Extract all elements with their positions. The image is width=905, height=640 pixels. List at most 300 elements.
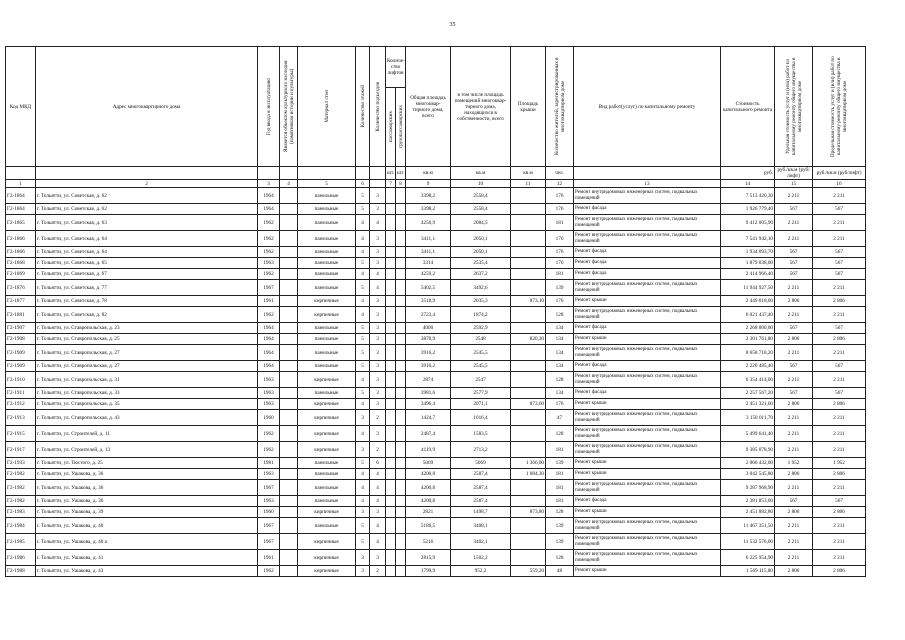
cell-cost: 1 934 093,70 (721, 247, 775, 258)
table-row (6, 258, 866, 269)
cell-mat: кирпичные (298, 442, 356, 458)
cell-addr: г. Тольятти, ул. Советская, д. 62 (36, 204, 258, 215)
cell-res: 134 (546, 388, 574, 399)
cell-ta: 4200,8 (406, 469, 451, 480)
cell-fl: 4 (356, 480, 370, 496)
cell-work: Ремонт крыши (574, 566, 721, 577)
cell-mat: панельные (298, 269, 356, 280)
cell-roof: 820,30 (511, 334, 546, 345)
cell-empty (386, 458, 396, 469)
cell-code: Г2-1881 (6, 307, 36, 323)
cell-code: Г2-1864 (6, 188, 36, 204)
cell-work: Ремонт крыши (574, 458, 721, 469)
cell-ent: 3 (370, 399, 386, 410)
cell-code: Г2-1982 (6, 496, 36, 507)
cell-mat: кирпичные (298, 534, 356, 550)
cell-addr: г. Тольятти, ул. Ушакова, д. 36 (36, 480, 258, 496)
cell-ra: 2050,1 (451, 247, 511, 258)
cell-ta: 3518,9 (406, 296, 451, 307)
cell-ent: 3 (370, 372, 386, 388)
cell-empty (396, 550, 406, 566)
cell-code: Г2-1907 (6, 323, 36, 334)
cell-ra: 2050,1 (451, 231, 511, 247)
cell-code: Г2-1866 (6, 247, 36, 258)
cell-mc: 567 (813, 269, 866, 280)
cell-mat: кирпичные (298, 296, 356, 307)
cell-empty (280, 307, 298, 323)
cell-empty (386, 550, 396, 566)
cell-empty (386, 334, 396, 345)
cell-mat: кирпичные (298, 307, 356, 323)
cell-ta: 3916,2 (406, 361, 451, 372)
cell-ent: 3 (370, 258, 386, 269)
cell-res: 128 (546, 426, 574, 442)
table-row (6, 442, 866, 458)
cell-year: 1963 (258, 399, 280, 410)
cell-cost: 6 021 437,40 (721, 307, 775, 323)
cell-roof (511, 442, 546, 458)
cell-addr: г. Тольятти, ул. Строителей, д. 13 (36, 442, 258, 458)
cell-work: Ремонт внутридомовых инженерных систем, подвальных помещений (574, 426, 721, 442)
cell-work: Ремонт фасада (574, 496, 721, 507)
cell-code: Г2-1910 (6, 372, 36, 388)
cell-ent: 6 (370, 458, 386, 469)
cell-uc: 2 211 (775, 188, 813, 204)
header-wall-material: Материал стен (298, 47, 356, 167)
cell-code: Г2-1915 (6, 426, 36, 442)
cell-ta: 5186,5 (406, 518, 451, 534)
cell-mc: 2 806 (813, 469, 866, 480)
cell-empty (396, 518, 406, 534)
cell-code: Г2-1864 (6, 204, 36, 215)
cell-year: 1962 (258, 269, 280, 280)
cell-addr: г. Тольятти, ул. Советская, д. 62 (36, 188, 258, 204)
cell-mat: кирпичные (298, 507, 356, 518)
cell-empty (396, 534, 406, 550)
cell-ta: 4000 (406, 323, 451, 334)
cell-code: Г2-1917 (6, 442, 36, 458)
cell-res: 176 (546, 399, 574, 410)
cell-code: Г2-1868 (6, 258, 36, 269)
cell-ra: 2084,5 (451, 215, 511, 231)
cell-cost: 2 301 761,80 (721, 334, 775, 345)
cell-fl: 4 (356, 496, 370, 507)
cell-year: 1964 (258, 361, 280, 372)
cell-roof (511, 372, 546, 388)
cell-empty (280, 399, 298, 410)
cell-year: 1967 (258, 480, 280, 496)
cell-addr: г. Тольятти, ул. Советская, д. 64 (36, 247, 258, 258)
cell-code: Г2-1908 (6, 334, 36, 345)
cell-empty (396, 469, 406, 480)
cell-ent: 3 (370, 361, 386, 372)
cell-ra: 2592,9 (451, 323, 511, 334)
table-row (6, 534, 866, 550)
cell-ent: 3 (370, 334, 386, 345)
cell-cost: 5 499 641,40 (721, 426, 775, 442)
cell-cost: 11 467 351,50 (721, 518, 775, 534)
header-heritage: Является объектом культурного наследия (памятником истории и культуры) (280, 47, 298, 167)
cell-roof (511, 215, 546, 231)
cell-empty (386, 231, 396, 247)
cell-cost: 9 287 968,90 (721, 480, 775, 496)
cell-empty (280, 247, 298, 258)
cell-work: Ремонт фасада (574, 247, 721, 258)
cell-empty (386, 204, 396, 215)
cell-uc: 567 (775, 247, 813, 258)
cell-addr: г. Тольятти, ул. Ставропольская, д. 27 (36, 345, 258, 361)
cell-cost: 3 150 011,70 (721, 410, 775, 426)
cell-fl: 3 (356, 507, 370, 518)
cell-uc: 2 211 (775, 345, 813, 361)
cell-res: 48 (546, 566, 574, 577)
cell-code: Г2-1865 (6, 215, 36, 231)
cell-empty (396, 231, 406, 247)
cell-empty (386, 534, 396, 550)
cell-mc: 2 211 (813, 550, 866, 566)
cell-empty (396, 496, 406, 507)
cell-uc: 2 211 (775, 410, 813, 426)
cell-fl: 5 (356, 361, 370, 372)
cell-year: 1960 (258, 410, 280, 426)
cell-empty (386, 442, 396, 458)
table-row (6, 399, 866, 410)
cell-empty (396, 345, 406, 361)
cell-empty (280, 469, 298, 480)
cell-ent: 4 (370, 280, 386, 296)
cell-addr: г. Тольятти, ул. Ушакова, д. 40 (36, 518, 258, 534)
cell-year: 1963 (258, 496, 280, 507)
cell-empty (280, 215, 298, 231)
cell-ent: 3 (370, 323, 386, 334)
cell-ent: 3 (370, 507, 386, 518)
cell-addr: г. Тольятти, ул. Строителей, д. 11 (36, 426, 258, 442)
table-row (6, 372, 866, 388)
cell-ta: 2723,4 (406, 307, 451, 323)
cell-empty (396, 280, 406, 296)
cell-empty (280, 269, 298, 280)
cell-work: Ремонт крыши (574, 334, 721, 345)
cell-addr: г. Тольятти, ул. Советская, д. 65 (36, 258, 258, 269)
cell-cost: 9 385 078,90 (721, 442, 775, 458)
table-row (6, 410, 866, 426)
cell-mc: 2 211 (813, 215, 866, 231)
cell-ra: 2587,4 (451, 496, 511, 507)
column-numbers-row: 1 2 3 4 5 6 7 8 9 10 11 12 13 14 15 16 (6, 180, 866, 188)
cell-empty (396, 247, 406, 258)
cell-fl: 5 (356, 518, 370, 534)
table-row (6, 361, 866, 372)
table-row (6, 566, 866, 577)
cell-cost: 11 944 927,50 (721, 280, 775, 296)
cell-mc: 2 211 (813, 426, 866, 442)
cell-ta: 2874 (406, 372, 451, 388)
cell-roof (511, 269, 546, 280)
cell-mc: 2 211 (813, 518, 866, 534)
cell-ra: 1874,2 (451, 307, 511, 323)
cell-fl: 3 (356, 566, 370, 577)
table-row (6, 426, 866, 442)
header-elevators-cargo: грузопассажирских (396, 88, 406, 167)
cell-ra: 3402,1 (451, 534, 511, 550)
cell-work: Ремонт внутридомовых инженерных систем, подвальных помещений (574, 215, 721, 231)
cell-empty (280, 334, 298, 345)
cell-addr: г. Тольятти, ул. Ставропольская, д. 33 (36, 388, 258, 399)
cell-res: 176 (546, 231, 574, 247)
cell-uc: 567 (775, 269, 813, 280)
cell-mat: панельные (298, 469, 356, 480)
table-row (6, 458, 866, 469)
cell-empty (386, 469, 396, 480)
cell-work: Ремонт внутридомовых инженерных систем, подвальных помещений (574, 231, 721, 247)
cell-uc: 2 806 (775, 469, 813, 480)
cell-ent: 4 (370, 269, 386, 280)
cell-ta: 3496,4 (406, 399, 451, 410)
cell-fl: 4 (356, 372, 370, 388)
cell-res: 134 (546, 323, 574, 334)
cell-empty (396, 410, 406, 426)
cell-roof (511, 231, 546, 247)
cell-uc: 2 211 (775, 231, 813, 247)
cell-year: 1962 (258, 247, 280, 258)
cell-mat: панельные (298, 480, 356, 496)
table-row (6, 469, 866, 480)
cell-year: 1961 (258, 550, 280, 566)
cell-mat: панельные (298, 323, 356, 334)
table-row (6, 204, 866, 215)
cell-work: Ремонт крыши (574, 469, 721, 480)
cell-cost: 6 225 954,90 (721, 550, 775, 566)
cell-mc: 567 (813, 258, 866, 269)
cell-ta: 2487,4 (406, 426, 451, 442)
cell-cost: 3 042 545,80 (721, 469, 775, 480)
table-row (6, 215, 866, 231)
cell-ent: 4 (370, 469, 386, 480)
cell-mc: 2 211 (813, 410, 866, 426)
cell-res: 181 (546, 496, 574, 507)
cell-ent: 3 (370, 388, 386, 399)
cell-empty (280, 566, 298, 577)
cell-mc: 1 952 (813, 458, 866, 469)
cell-ent: 3 (370, 296, 386, 307)
cell-fl: 4 (356, 399, 370, 410)
cell-mc: 2 806 (813, 296, 866, 307)
cell-year: 1963 (258, 258, 280, 269)
cell-uc: 2 806 (775, 399, 813, 410)
cell-ent: 3 (370, 426, 386, 442)
cell-ta: 5402,5 (406, 280, 451, 296)
cell-ra: 2547 (451, 372, 511, 388)
cell-work: Ремонт внутридомовых инженерных систем, подвальных помещений (574, 442, 721, 458)
cell-mat: кирпичные (298, 426, 356, 442)
cell-ta: 4119,9 (406, 442, 451, 458)
cell-addr: г. Тольятти, ул. Советская, д. 77 (36, 280, 258, 296)
cell-addr: г. Тольятти, ул. Советская, д. 82 (36, 307, 258, 323)
cell-uc: 2 211 (775, 442, 813, 458)
cell-year: 1962 (258, 426, 280, 442)
cell-empty (386, 345, 396, 361)
cell-uc: 2 806 (775, 507, 813, 518)
cell-mc: 2 211 (813, 442, 866, 458)
cell-ent: 3 (370, 188, 386, 204)
cell-code: Г2-1911 (6, 388, 36, 399)
cell-empty (280, 518, 298, 534)
cell-mat: панельные (298, 231, 356, 247)
cell-mc: 2 806 (813, 334, 866, 345)
cell-empty (280, 280, 298, 296)
cell-work: Ремонт внутридомовых инженерных систем, подвальных помещений (574, 534, 721, 550)
cell-res: 128 (546, 372, 574, 388)
cell-mat: панельные (298, 458, 356, 469)
cell-mc: 567 (813, 247, 866, 258)
cell-mat: панельные (298, 258, 356, 269)
cell-ent: 4 (370, 496, 386, 507)
cell-cost: 2 449 018,60 (721, 296, 775, 307)
cell-cost: 9 412 005,90 (721, 215, 775, 231)
cell-empty (386, 269, 396, 280)
cell-work: Ремонт внутридомовых инженерных систем, подвальных помещений (574, 518, 721, 534)
cell-addr: г. Тольятти, ул. Ставропольская, д. 27 (36, 361, 258, 372)
cell-roof (511, 388, 546, 399)
cell-work: Ремонт крыши (574, 507, 721, 518)
cell-res: 181 (546, 480, 574, 496)
cell-ra: 2587,4 (451, 480, 511, 496)
cell-cost: 2 220 485,40 (721, 361, 775, 372)
cell-work: Ремонт фасада (574, 388, 721, 399)
cell-empty (280, 442, 298, 458)
cell-empty (386, 323, 396, 334)
cell-empty (280, 534, 298, 550)
cell-uc: 567 (775, 388, 813, 399)
cell-work: Ремонт фасада (574, 361, 721, 372)
cell-ta: 3870,9 (406, 334, 451, 345)
cell-work: Ремонт внутридомовых инженерных систем, подвальных помещений (574, 372, 721, 388)
cell-res: 128 (546, 307, 574, 323)
cell-ta: 1424,7 (406, 410, 451, 426)
cell-empty (280, 507, 298, 518)
cell-year: 1962 (258, 215, 280, 231)
cell-fl: 4 (356, 469, 370, 480)
cell-ta: 3398,2 (406, 204, 451, 215)
cell-empty (280, 361, 298, 372)
header-elevators: Количе-ство лифтов (386, 47, 406, 88)
cell-mc: 2 211 (813, 345, 866, 361)
cell-code: Г2-1983 (6, 507, 36, 518)
cell-fl: 3 (356, 550, 370, 566)
cell-ent: 4 (370, 480, 386, 496)
cell-year: 1962 (258, 231, 280, 247)
cell-ra: 2587,4 (451, 469, 511, 480)
cell-ta: 1799,9 (406, 566, 451, 577)
cell-fl: 5 (356, 458, 370, 469)
cell-ra: 2713,2 (451, 442, 511, 458)
cell-year: 1963 (258, 469, 280, 480)
cell-ta: 3411,1 (406, 231, 451, 247)
cell-res: 139 (546, 534, 574, 550)
cell-code: Г2-1877 (6, 296, 36, 307)
cell-work: Ремонт фасада (574, 323, 721, 334)
cell-uc: 567 (775, 258, 813, 269)
cell-addr: г. Тольятти, ул. Советская, д. 67 (36, 269, 258, 280)
cell-ta: 3314 (406, 258, 451, 269)
cell-mc: 567 (813, 361, 866, 372)
cell-ra: 2558,4 (451, 188, 511, 204)
cell-mat: панельные (298, 518, 356, 534)
cell-ra: 1502,2 (451, 550, 511, 566)
table-row (6, 296, 866, 307)
cell-fl: 4 (356, 215, 370, 231)
header-roof-area: Площадь крыши (511, 47, 546, 167)
cell-fl: 4 (356, 296, 370, 307)
cell-empty (396, 188, 406, 204)
cell-year: 1962 (258, 566, 280, 577)
cell-uc: 567 (775, 204, 813, 215)
cell-fl: 5 (356, 334, 370, 345)
cell-addr: г. Тольятти, ул. Ушакова, д. 43 (36, 566, 258, 577)
cell-roof (511, 518, 546, 534)
cell-ent: 4 (370, 518, 386, 534)
cell-empty (280, 258, 298, 269)
cell-uc: 2 211 (775, 307, 813, 323)
cell-roof (511, 480, 546, 496)
cell-code: Г2-1909 (6, 361, 36, 372)
cell-empty (396, 269, 406, 280)
cell-ra: 1498,7 (451, 507, 511, 518)
cell-fl: 5 (356, 258, 370, 269)
cell-empty (386, 296, 396, 307)
cell-addr: г. Тольятти, ул. Ушакова, д. 41 (36, 550, 258, 566)
cell-ra: 3408,1 (451, 518, 511, 534)
cell-empty (396, 307, 406, 323)
cell-year: 1960 (258, 507, 280, 518)
cell-cost: 2 381 853,60 (721, 496, 775, 507)
cell-fl: 4 (356, 231, 370, 247)
cell-roof (511, 410, 546, 426)
table-row (6, 323, 866, 334)
cell-mat: панельные (298, 247, 356, 258)
cell-cost: 1 926 779,40 (721, 204, 775, 215)
cell-code: Г2-1876 (6, 280, 36, 296)
cell-year: 1963 (258, 372, 280, 388)
cell-mat: панельные (298, 345, 356, 361)
cell-ra: 2035,3 (451, 296, 511, 307)
cell-empty (280, 323, 298, 334)
cell-ta: 4256,9 (406, 215, 451, 231)
header-address: Адрес многоквартирного дома (36, 47, 258, 167)
units-row: шт. шт. кв.м кв.м кв.м чел. руб. руб./кв.м (руб/лифт) руб./кв.м (руб/лифт) (6, 167, 866, 180)
cell-addr: г. Тольятти, ул. Советская, д. 63 (36, 215, 258, 231)
header-residential-area: в том числе площадь помещений многоквар-тирного дома, находящихся в собственности, всего (451, 47, 511, 167)
cell-mat: панельные (298, 188, 356, 204)
cell-res: 128 (546, 550, 574, 566)
cell-work: Ремонт внутридомовых инженерных систем, подвальных помещений (574, 345, 721, 361)
cell-roof: 1 366,00 (511, 458, 546, 469)
cell-uc: 2 806 (775, 334, 813, 345)
cell-empty (386, 399, 396, 410)
cell-ent: 3 (370, 204, 386, 215)
cell-mc: 2 211 (813, 280, 866, 296)
cell-cost: 1 569 115,80 (721, 566, 775, 577)
cell-res: 176 (546, 188, 574, 204)
cell-res: 139 (546, 280, 574, 296)
cell-mat: панельные (298, 361, 356, 372)
table-row (6, 550, 866, 566)
cell-cost: 6 354 414,00 (721, 372, 775, 388)
cell-code: Г2-1985 (6, 534, 36, 550)
cell-ent: 4 (370, 215, 386, 231)
cell-cost: 2 257 567,20 (721, 388, 775, 399)
cell-code: Г2-1912 (6, 399, 36, 410)
